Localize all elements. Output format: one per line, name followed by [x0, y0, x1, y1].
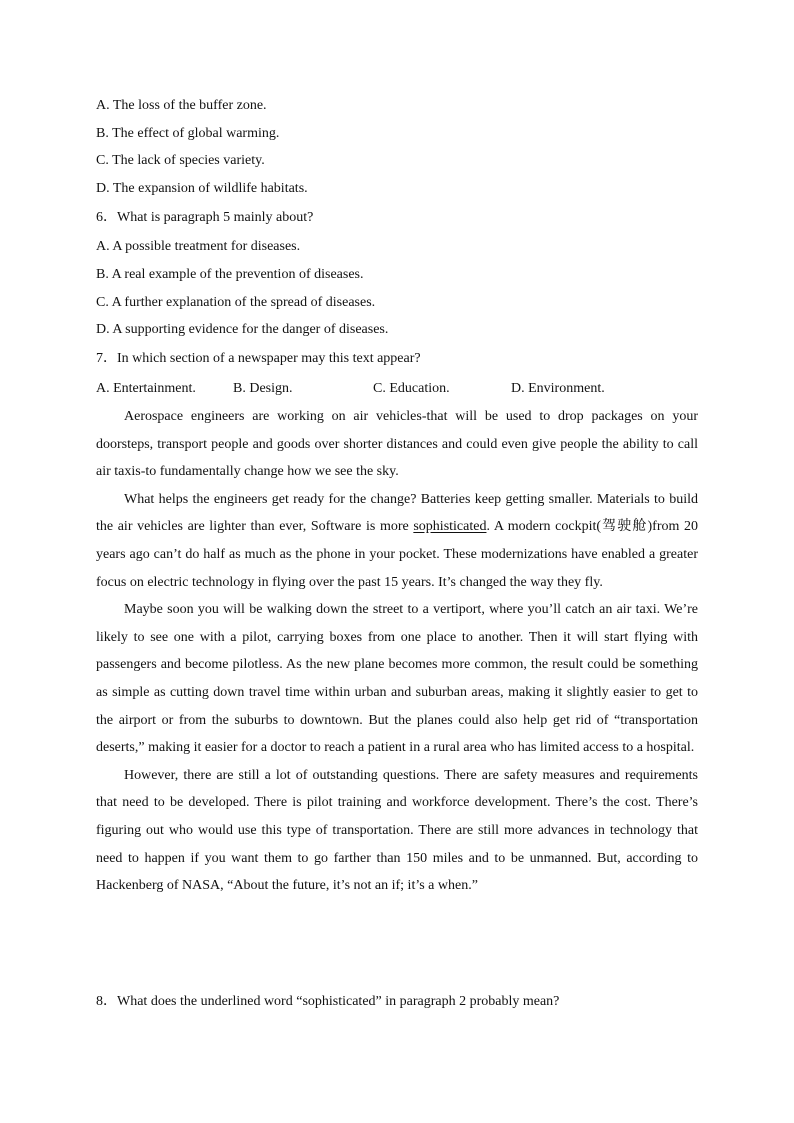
p2-text-after: . A modern cockpit(驾驶舱)from 20 years ago can’t do half as much as the phone in your pocket. These modernizations have enabled a greater focus on electric technology in flying over the past 15 years. It’s changed the way they fly. [96, 519, 699, 590]
passage-paragraph-4: However, there are still a lot of outstanding questions. There are safety measures and requirements that need to be developed. There is pilot training and workforce development. There’s the cost. There’s figuring out who would use this type of transportation. There are still more advances in technology that need to happen if you want them to go farther than 150 miles and to be unmanned. But, according to Hackenberg of NASA, “About the future, it’s not an if; it’s a when.” [96, 767, 698, 894]
reading-passage [96, 403, 698, 900]
q7-option-b: B. Design. [233, 381, 293, 396]
q8-stem: 8．What does the underlined word “sophisticated” in paragraph 2 probably mean? [96, 994, 560, 1009]
q6-option-a: A. A possible treatment for diseases. [96, 239, 301, 254]
q6-option-b: B. A real example of the prevention of diseases. [96, 267, 364, 282]
q7-option-d: D. Environment. [511, 381, 605, 396]
q5-option-b: B. The effect of global warming. [96, 126, 280, 141]
q5-option-a: A. The loss of the buffer zone. [96, 98, 267, 113]
q6-option-d: D. A supporting evidence for the danger of diseases. [96, 322, 389, 337]
p2-text-before: What helps the engineers get ready for the change? Batteries keep getting smaller. Materials to build the air vehicles are lighter than ever, Software is more [96, 491, 698, 535]
passage-paragraph-2 [96, 486, 698, 596]
underlined-word: sophisticated [413, 519, 487, 535]
q6-option-c: C. A further explanation of the spread of diseases. [96, 295, 376, 310]
q7-option-c: C. Education. [373, 381, 450, 396]
q5-option-d: D. The expansion of wildlife habitats. [96, 181, 308, 196]
passage-paragraph-3: Maybe soon you will be walking down the street to a vertiport, where you’ll catch an air taxi. We’re likely to see one with a pilot, carrying boxes from one place to another. Then it will start flying with passengers and become pilotless. As the new plane becomes more common, the result could be something as simple as cutting down travel time within urban and suburban areas, making it slightly easier to get to the airport or from the suburbs to downtown. But the planes could also help get rid of “transportation deserts,” making it easier for a doctor to reach a patient in a rural area who has limited access to a hospital. [96, 602, 698, 756]
q7-options [96, 380, 698, 398]
q6-stem: 6．What is paragraph 5 mainly about? [96, 210, 314, 225]
q7-stem: 7．In which section of a newspaper may this text appear? [96, 351, 421, 366]
q7-option-a: A. Entertainment. [96, 381, 196, 396]
q5-option-c: C. The lack of species variety. [96, 153, 265, 168]
passage-paragraph-1: Aerospace engineers are working on air vehicles-that will be used to drop packages on your doorsteps, transport people and goods over shorter distances and could even give people the ability to call air taxis-to fundamentally change how we see the sky. [96, 409, 698, 480]
